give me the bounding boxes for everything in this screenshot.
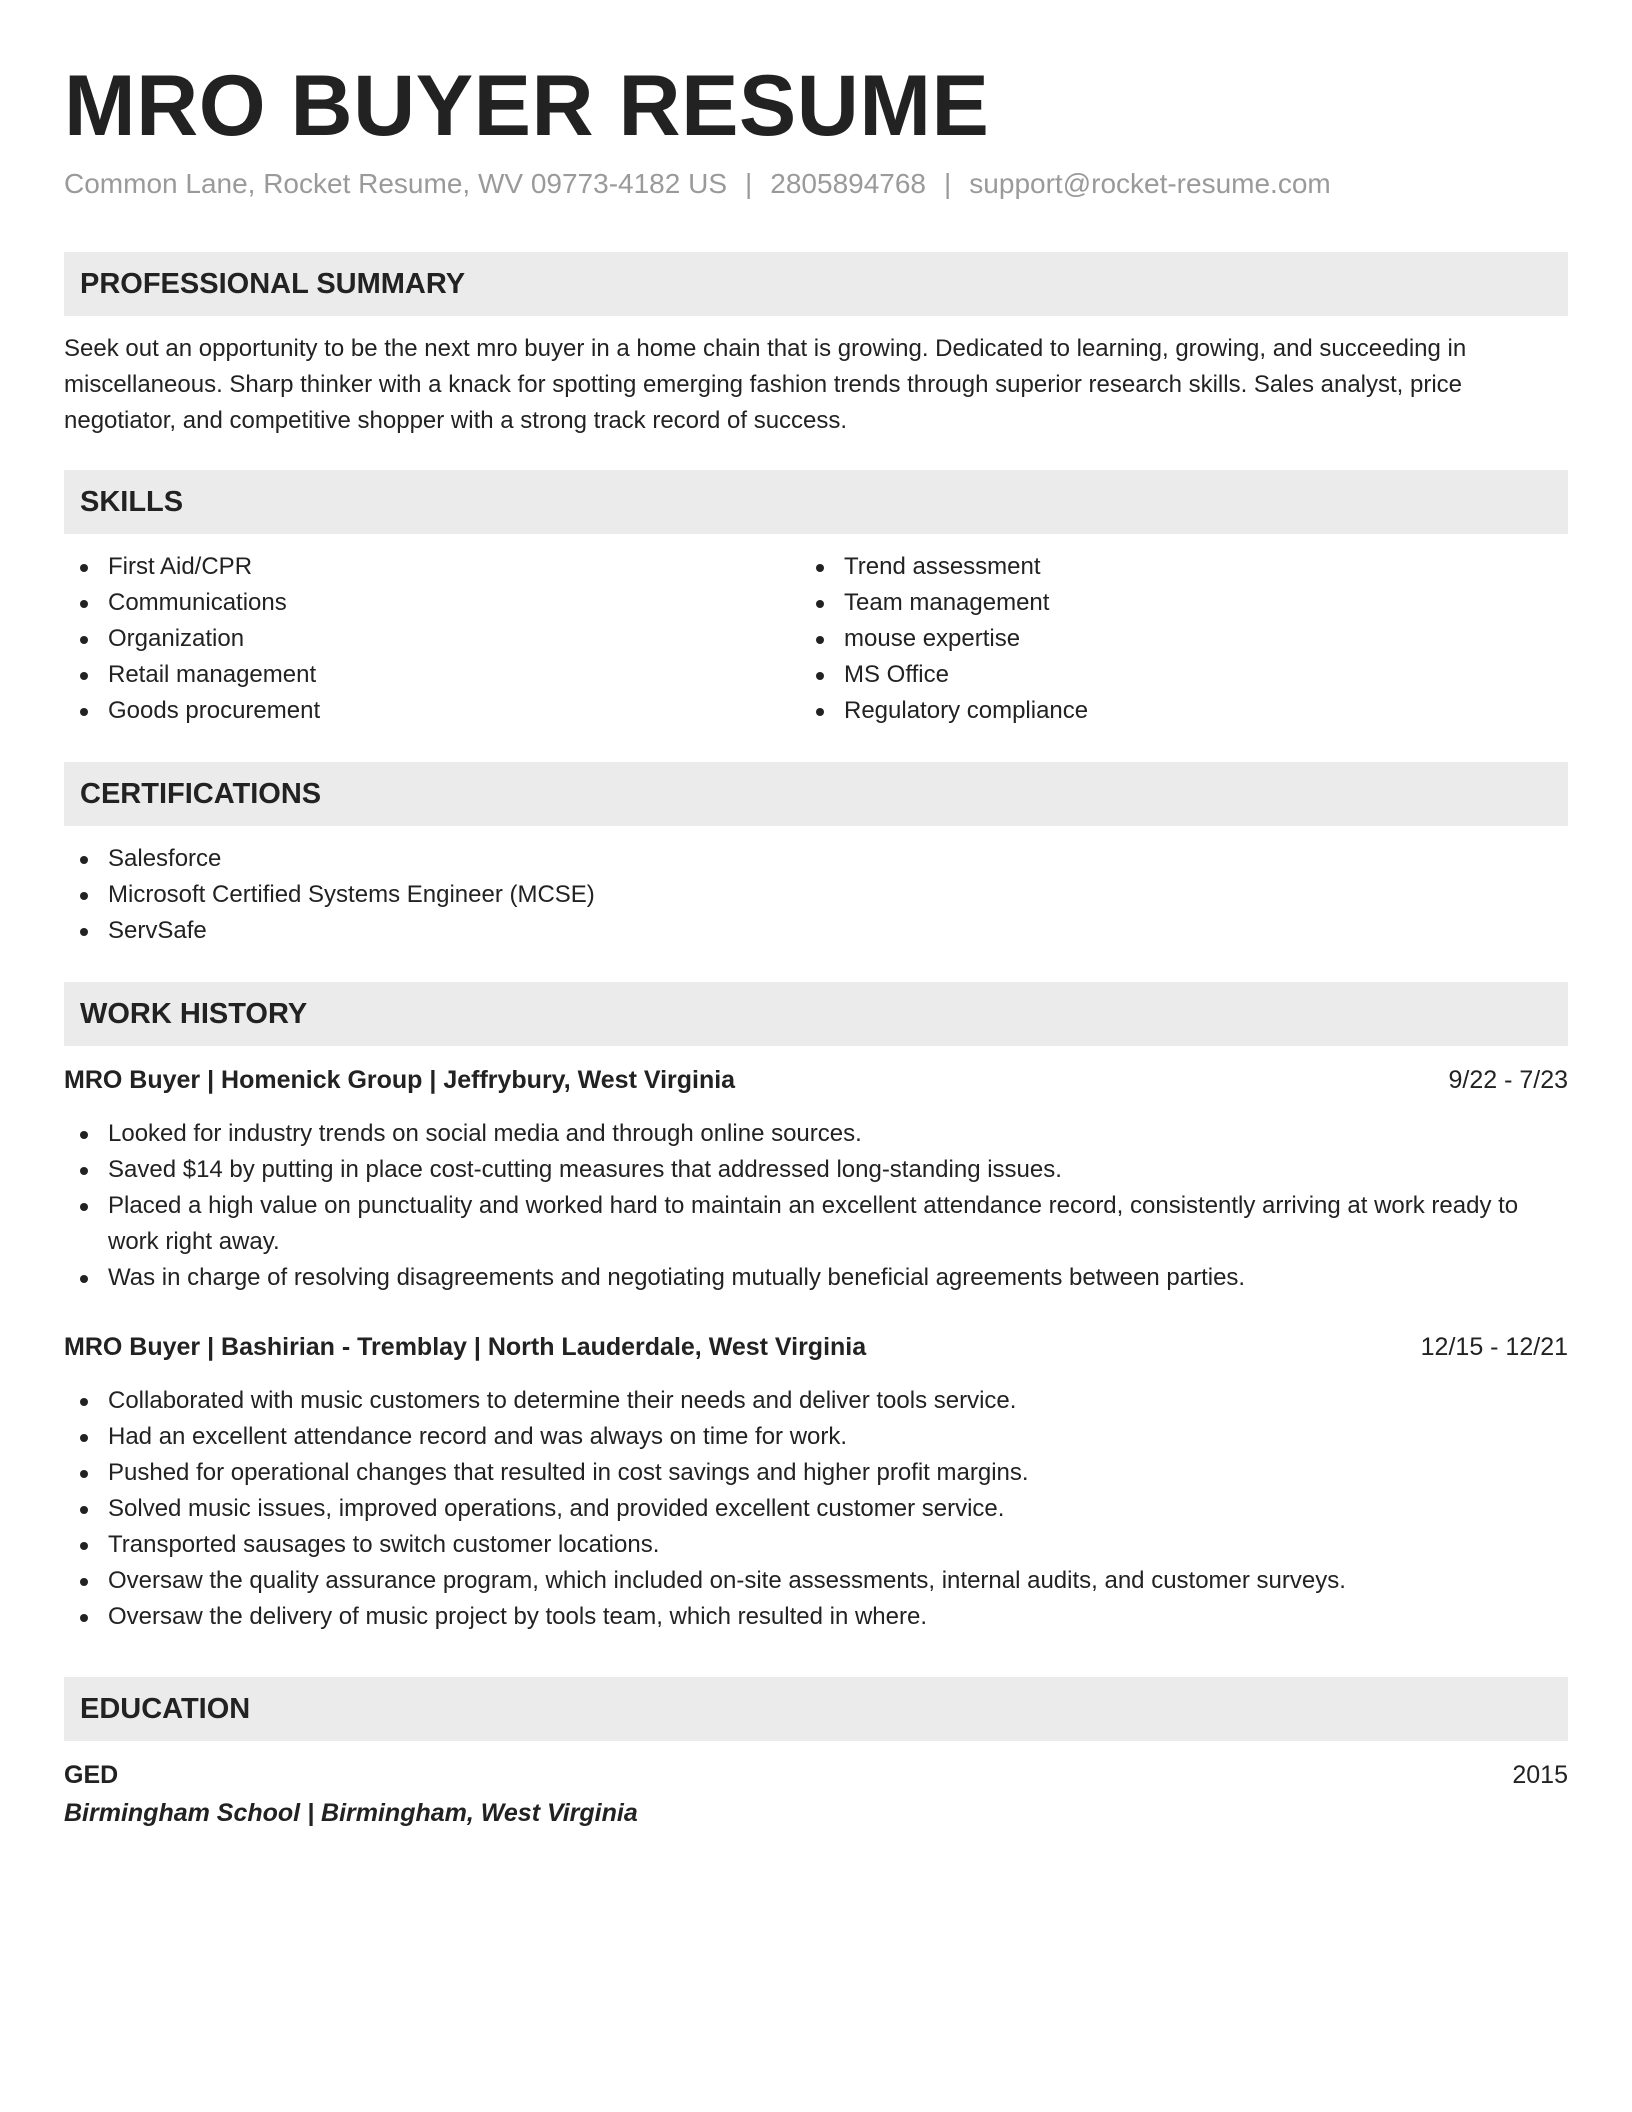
education-degree: GED <box>64 1761 119 1789</box>
skill-item: MS Office <box>800 657 1560 693</box>
contact-line <box>64 166 1331 202</box>
section-heading-certifications: CERTIFICATIONS <box>64 762 1568 826</box>
section-heading-summary: PROFESSIONAL SUMMARY <box>64 252 1568 316</box>
skill-item: mouse expertise <box>800 621 1560 657</box>
contact-separator: | <box>944 168 952 199</box>
contact-email[interactable]: support@rocket-resume.com <box>969 168 1331 199</box>
job-bullet: Placed a high value on punctuality and worked hard to maintain an excellent attendance record, consistently arriving at work ready to work right away. <box>64 1188 1568 1260</box>
job-bullet: Had an excellent attendance record and was always on time for work. <box>64 1419 1568 1455</box>
certifications-list <box>64 841 1568 949</box>
skill-item: Organization <box>64 621 794 657</box>
education-year: 2015 <box>1512 1761 1568 1789</box>
summary-text: Seek out an opportunity to be the next mro buyer in a home chain that is growing. Dedicated to learning, growing, and succeeding in miscellaneous. Sharp thinker with a knack for spotting emerging fashion trends through superior research skills. Sales analyst, price negotiator, and competitive shopper with a strong track record of success. <box>64 335 1467 434</box>
job-header <box>64 1329 1568 1365</box>
job-bullets <box>64 1383 1568 1635</box>
job-title: MRO Buyer | Homenick Group | Jeffrybury, West Virginia <box>64 1066 736 1094</box>
job-header <box>64 1062 1568 1098</box>
certification-item: ServSafe <box>64 913 1568 949</box>
job-bullet: Saved $14 by putting in place cost-cutting measures that addressed long-standing issues. <box>64 1152 1568 1188</box>
job-bullets <box>64 1116 1568 1296</box>
section-heading-education: EDUCATION <box>64 1677 1568 1741</box>
skill-item: Goods procurement <box>64 693 794 729</box>
skill-item: Regulatory compliance <box>800 693 1560 729</box>
job-bullet: Pushed for operational changes that resulted in cost savings and higher profit margins. <box>64 1455 1568 1491</box>
job-bullet: Transported sausages to switch customer locations. <box>64 1527 1568 1563</box>
job-bullet: Looked for industry trends on social media and through online sources. <box>64 1116 1568 1152</box>
job-bullet: Oversaw the delivery of music project by tools team, which resulted in where. <box>64 1599 1568 1635</box>
contact-address: Common Lane, Rocket Resume, WV 09773-4182 US <box>64 168 727 199</box>
section-heading-work-history: WORK HISTORY <box>64 982 1568 1046</box>
skills-list-left <box>64 549 794 729</box>
skills-list-right <box>800 549 1560 729</box>
job-dates: 9/22 - 7/23 <box>1448 1066 1568 1094</box>
resume-title: MRO BUYER RESUME <box>64 58 990 154</box>
section-heading-skills: SKILLS <box>64 470 1568 534</box>
certification-item: Microsoft Certified Systems Engineer (MCSE) <box>64 877 1568 913</box>
contact-separator: | <box>745 168 753 199</box>
education-school: Birmingham School | Birmingham, West Virginia <box>64 1799 638 1827</box>
job-title: MRO Buyer | Bashirian - Tremblay | North Lauderdale, West Virginia <box>64 1333 867 1361</box>
contact-phone: 2805894768 <box>770 168 927 199</box>
skill-item: Team management <box>800 585 1560 621</box>
job-bullet: Solved music issues, improved operations, and provided excellent customer service. <box>64 1491 1568 1527</box>
skill-item: First Aid/CPR <box>64 549 794 585</box>
certification-item: Salesforce <box>64 841 1568 877</box>
job-bullet: Collaborated with music customers to determine their needs and deliver tools service. <box>64 1383 1568 1419</box>
skill-item: Communications <box>64 585 794 621</box>
job-bullet: Oversaw the quality assurance program, which included on-site assessments, internal audits, and customer surveys. <box>64 1563 1568 1599</box>
job-dates: 12/15 - 12/21 <box>1420 1333 1568 1361</box>
skill-item: Retail management <box>64 657 794 693</box>
education-header <box>64 1757 1568 1793</box>
skill-item: Trend assessment <box>800 549 1560 585</box>
job-bullet: Was in charge of resolving disagreements and negotiating mutually beneficial agreements between parties. <box>64 1260 1568 1296</box>
